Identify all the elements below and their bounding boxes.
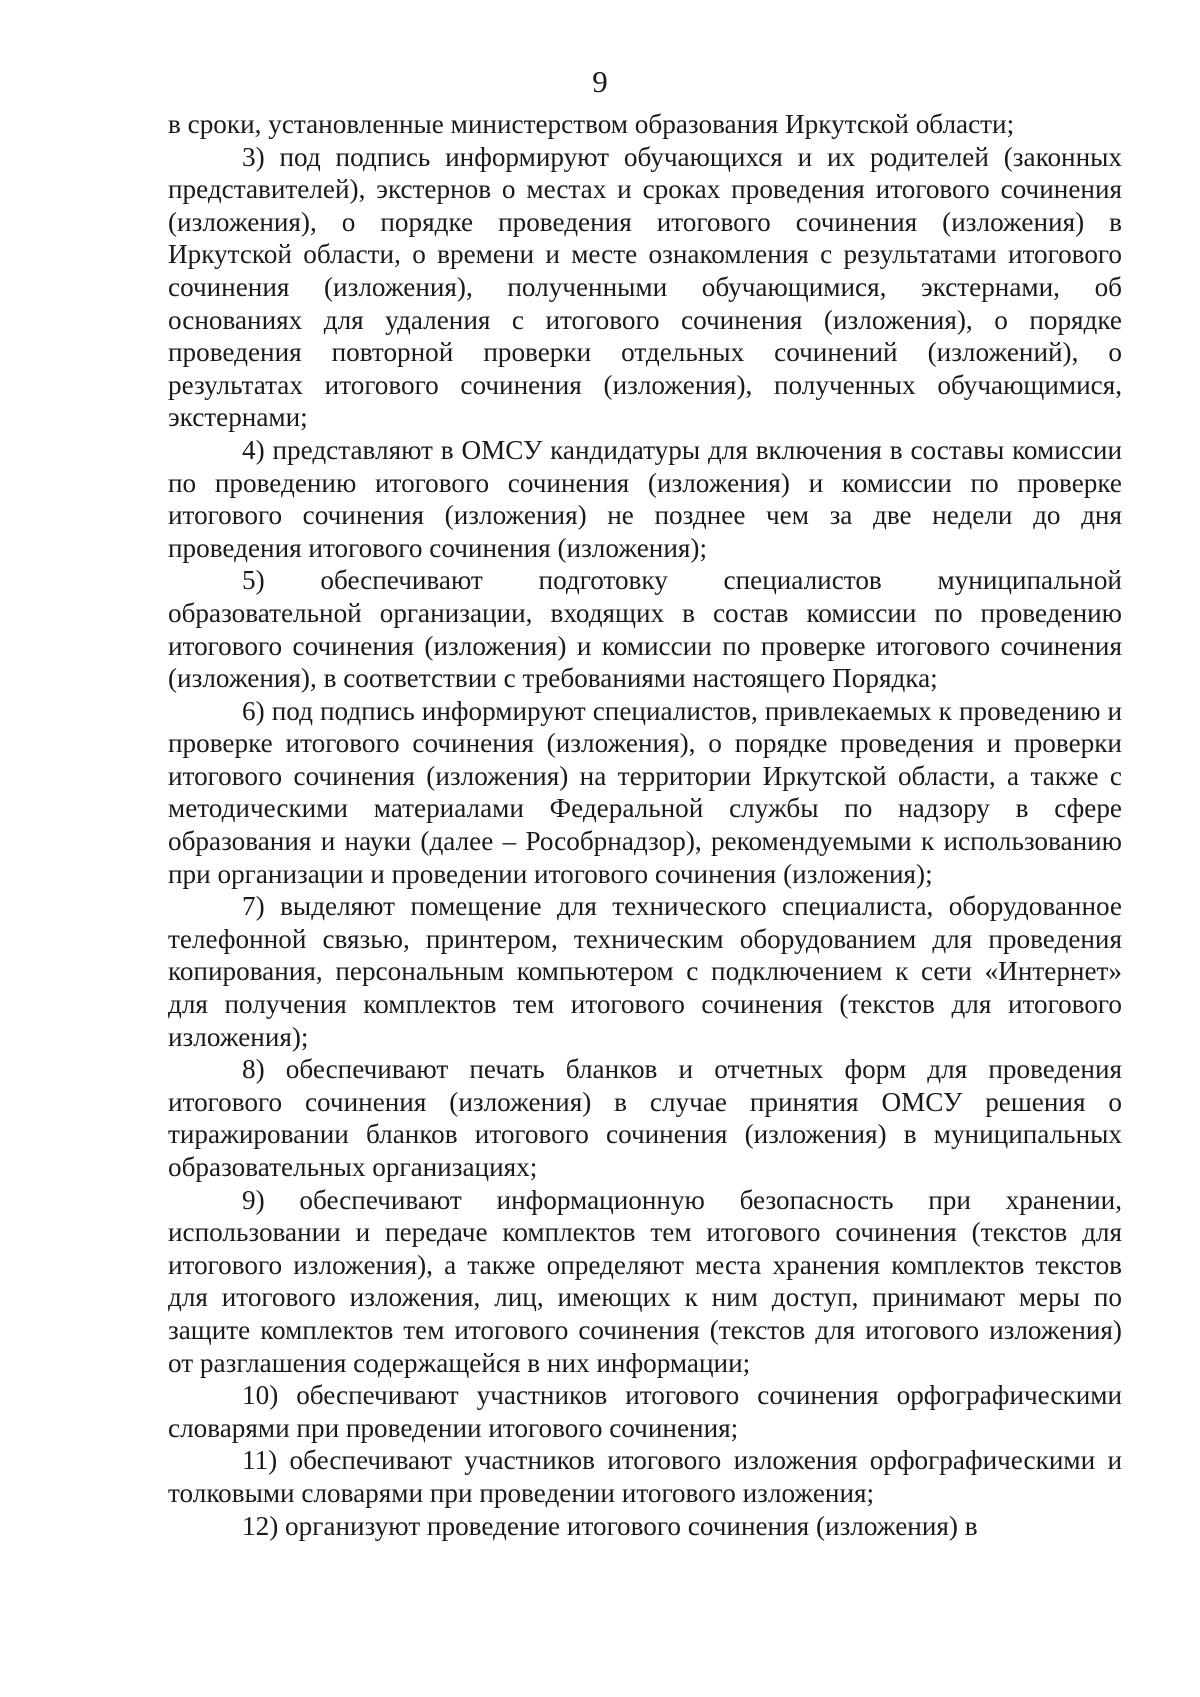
paragraph-item-8: 8) обеспечивают печать бланков и отчетных форм для проведения итогового сочинения (изложения) в случае принятия ОМСУ решения о тиражировании бланков итогового сочинения (изложения) в муниципальных образовательных организациях; bbox=[168, 1054, 1122, 1182]
page-number: 9 bbox=[592, 64, 608, 99]
paragraph-item-4: 4) представляют в ОМСУ кандидатуры для включения в составы комиссии по проведению итогового сочинения (изложения) и комиссии по проверке итогового сочинения (изложения) не позднее чем за две недели до дня проведения итогового сочинения (изложения); bbox=[168, 434, 1122, 563]
document-body bbox=[168, 108, 1122, 1542]
paragraph-item-9: 9) обеспечивают информационную безопасность при хранении, использовании и передаче комплектов тем итогового сочинения (текстов для итогового изложения), а также определяют места хранения комплектов текстов для итогового изложения, лиц, имеющих к ним доступ, принимают меры по защите комплектов тем итогового сочинения (текстов для итогового изложения) от разглашения содержащейся в них информации; bbox=[168, 1184, 1122, 1378]
paragraph-item-11: 11) обеспечивают участников итогового изложения орфографическими и толковыми словарями при проведении итогового изложения; bbox=[168, 1445, 1122, 1508]
paragraph-continuation: в сроки, установленные министерством образования Иркутской области; bbox=[168, 109, 1015, 139]
paragraph-item-12: 12) организуют проведение итогового сочинения (изложения) в bbox=[242, 1510, 978, 1541]
paragraph-item-5: 5) обеспечивают подготовку специалистов муниципальной образовательной организации, входящих в состав комиссии по проведению итогового сочинения (изложения) и комиссии по проверке итогового сочинения (изложения), в соответствии с требованиями настоящего Порядка; bbox=[168, 565, 1122, 694]
paragraph-item-10: 10) обеспечивают участников итогового сочинения орфографическими словарями при проведении итогового сочинения; bbox=[168, 1380, 1122, 1443]
paragraph-item-6: 6) под подпись информируют специалистов, привлекаемых к проведению и проверке итогового сочинения (изложения), о порядке проведения и проверки итогового сочинения (изложения) на территории Иркутской области, а также с методическими материалами Федеральной службы по надзору в сфере образования и науки (далее – Рособрнадзор), рекомендуемыми к использованию при организации и проведении итогового сочинения (изложения); bbox=[168, 695, 1122, 889]
paragraph-item-7: 7) выделяют помещение для технического специалиста, оборудованное телефонной связью, принтером, техническим оборудованием для проведения копирования, персональным компьютером с подключением к сети «Интернет» для получения комплектов тем итогового сочинения (текстов для итогового изложения); bbox=[168, 891, 1122, 1052]
paragraph-item-3: 3) под подпись информируют обучающихся и их родителей (законных представителей), экстернов о местах и сроках проведения итогового сочинения (изложения), о порядке проведения итогового сочинения (изложения) в Иркутской области, о времени и месте ознакомления с результатами итогового сочинения (изложения), полученными обучающимися, экстернами, об основаниях для удаления с итогового сочинения (изложения), о порядке проведения повторной проверки отдельных сочинений (изложений), о результатах итогового сочинения (изложения), полученных обучающимися, экстернами; bbox=[168, 141, 1122, 433]
